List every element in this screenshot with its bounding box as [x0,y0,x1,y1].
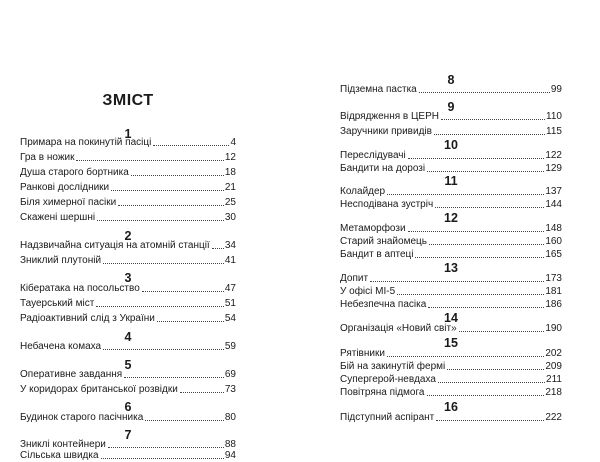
entry-page: 4 [230,137,236,148]
entry-title: Душа старого бортника [20,167,129,178]
toc-entry [340,348,562,360]
entry-page: 218 [545,387,562,398]
entry-title: Сільська швидка [20,450,99,461]
entry-page: 211 [546,374,562,385]
dot-leader [397,294,544,295]
toc-entry [20,182,236,194]
entry-title: Заручники привидів [340,126,432,137]
part-number: 16 [444,400,458,414]
entry-title: Бандит в аптеці [340,249,414,260]
entry-title: Підземна пастка [340,84,417,95]
toc-entry [340,223,562,235]
part-number: 12 [444,211,458,225]
entry-title: Старий знайомець [340,236,427,247]
entry-title: Примара на покинутій пасіці [20,137,152,148]
dot-leader [145,420,224,421]
toc-entry [20,341,236,353]
dot-leader [459,331,545,332]
dot-leader [419,92,550,93]
entry-title: У офісі МІ-5 [340,286,396,297]
dot-leader [447,369,544,370]
dot-leader [157,321,224,322]
toc-entry [340,150,562,162]
toc-entry [20,412,236,424]
dot-leader [408,158,545,159]
dot-leader [415,257,544,258]
dot-leader [427,171,544,172]
dot-leader [153,145,229,146]
dot-leader [118,205,224,206]
dot-leader [387,356,544,357]
dot-leader [427,395,545,396]
entry-page: 115 [546,126,562,137]
part-number: 3 [124,271,132,285]
entry-page: 181 [545,286,562,297]
dot-leader [97,220,224,221]
entry-title: Гра в ножик [20,152,75,163]
entry-title: Будинок старого пасічника [20,412,144,423]
entry-title: Переслідувачі [340,150,406,161]
dot-leader [111,190,224,191]
entry-page: 202 [545,348,562,359]
dot-leader [131,175,224,176]
entry-page: 69 [224,369,236,380]
entry-page: 88 [224,439,236,450]
toc-entry [340,387,562,399]
entry-title: Допит [340,273,369,284]
entry-page: 122 [545,150,562,161]
part-number: 4 [124,330,132,344]
part-number: 5 [124,358,132,372]
entry-title: Радіоактивний слід з України [20,313,155,324]
dot-leader [435,207,544,208]
entry-title: Зниклий плутоній [20,255,102,266]
toc-entry [20,384,236,396]
toc-entry [340,299,562,311]
entry-page: 137 [545,186,562,197]
toc-entry [340,286,562,298]
entry-title: Біля химерної пасіки [20,197,117,208]
entry-page: 173 [545,273,562,284]
entry-title: Небачена комаха [20,341,102,352]
entry-page: 59 [224,341,236,352]
entry-title: Небезпечна пасіка [340,299,427,310]
entry-page: 186 [545,299,562,310]
dot-leader [124,377,224,378]
entry-page: 80 [224,412,236,423]
part-number: 1 [124,127,132,141]
entry-page: 18 [224,167,236,178]
toc-entry [340,323,562,335]
entry-title: Колайдер [340,186,386,197]
part-number: 10 [444,138,458,152]
dot-leader [428,307,544,308]
dot-leader [434,134,545,135]
toc-entry [20,283,236,295]
part-number: 8 [447,73,455,87]
entry-page: 165 [545,249,562,260]
entry-title: Тауерський міст [20,298,95,309]
entry-page: 222 [545,412,562,423]
entry-page: 12 [224,152,236,163]
toc-entry [20,369,236,381]
dot-leader [76,160,223,161]
dot-leader [96,306,224,307]
part-number: 2 [124,229,132,243]
part-number: 7 [124,428,132,442]
toc-entry [340,273,562,285]
toc-entry [20,298,236,310]
part-number: 11 [444,174,458,188]
entry-page: 94 [224,450,236,461]
entry-title: Бій на закинутій фермі [340,361,446,372]
dot-leader [212,248,224,249]
entry-title: Кібератака на посольство [20,283,140,294]
entry-page: 47 [224,283,236,294]
entry-title: У коридорах британської розвідки [20,384,178,395]
entry-page: 148 [545,223,562,234]
toc-entry [340,199,562,211]
part-number: 9 [447,100,455,114]
dot-leader [180,392,224,393]
part-number: 6 [124,400,132,414]
entry-page: 209 [545,361,562,372]
toc-entry [340,126,562,138]
entry-title: Супергерой-невдаха [340,374,436,385]
toc-entry [20,240,236,252]
entry-title: Ранкові дослідники [20,182,110,193]
dot-leader [142,291,224,292]
dot-leader [438,382,545,383]
entry-title: Рятівники [340,348,385,359]
part-number: 15 [444,336,458,350]
entry-page: 144 [545,199,562,210]
toc-entry [20,167,236,179]
toc-entry [20,255,236,267]
part-number: 13 [444,261,458,275]
entry-page: 190 [545,323,562,334]
entry-page: 160 [545,236,562,247]
toc-entry [20,197,236,209]
entry-title: Скажені шершні [20,212,96,223]
entry-page: 54 [224,313,236,324]
entry-title: Бандити на дорозі [340,163,426,174]
dot-leader [103,263,224,264]
toc-entry [20,313,236,325]
entry-page: 41 [224,255,236,266]
entry-title: Організація «Новий світ» [340,323,457,334]
dot-leader [108,447,224,448]
toc-heading: ЗМІСТ [102,92,154,109]
entry-title: Підступний аспірант [340,412,435,423]
toc-entry [20,450,236,462]
entry-title: Повітряна підмога [340,387,425,398]
dot-leader [387,194,544,195]
entry-title: Надзвичайна ситуація на атомній станції [20,240,210,251]
entry-page: 30 [224,212,236,223]
entry-page: 99 [550,84,562,95]
toc-entry [340,84,562,96]
entry-page: 129 [545,163,562,174]
toc-entry [340,249,562,261]
entry-title: Зниклі контейнери [20,439,106,450]
dot-leader [408,231,545,232]
part-number: 14 [444,311,458,325]
entry-page: 73 [224,384,236,395]
toc-entry [340,186,562,198]
entry-page: 25 [224,197,236,208]
toc-entry [340,412,562,424]
toc-entry [340,111,562,123]
dot-leader [441,119,545,120]
toc-entry [20,212,236,224]
entry-page: 21 [224,182,236,193]
dot-leader [103,349,224,350]
toc-entry [340,374,562,386]
dot-leader [436,420,544,421]
toc-entry [20,152,236,164]
entry-title: Відрядження в ЦЕРН [340,111,439,122]
dot-leader [370,281,544,282]
entry-page: 34 [224,240,236,251]
toc-entry [340,236,562,248]
entry-page: 51 [224,298,236,309]
entry-title: Несподівана зустріч [340,199,434,210]
toc-entry [20,137,236,149]
entry-page: 110 [546,111,562,122]
entry-title: Оперативне завдання [20,369,123,380]
dot-leader [101,458,224,459]
entry-title: Метаморфози [340,223,406,234]
toc-entry [340,361,562,373]
dot-leader [429,244,544,245]
